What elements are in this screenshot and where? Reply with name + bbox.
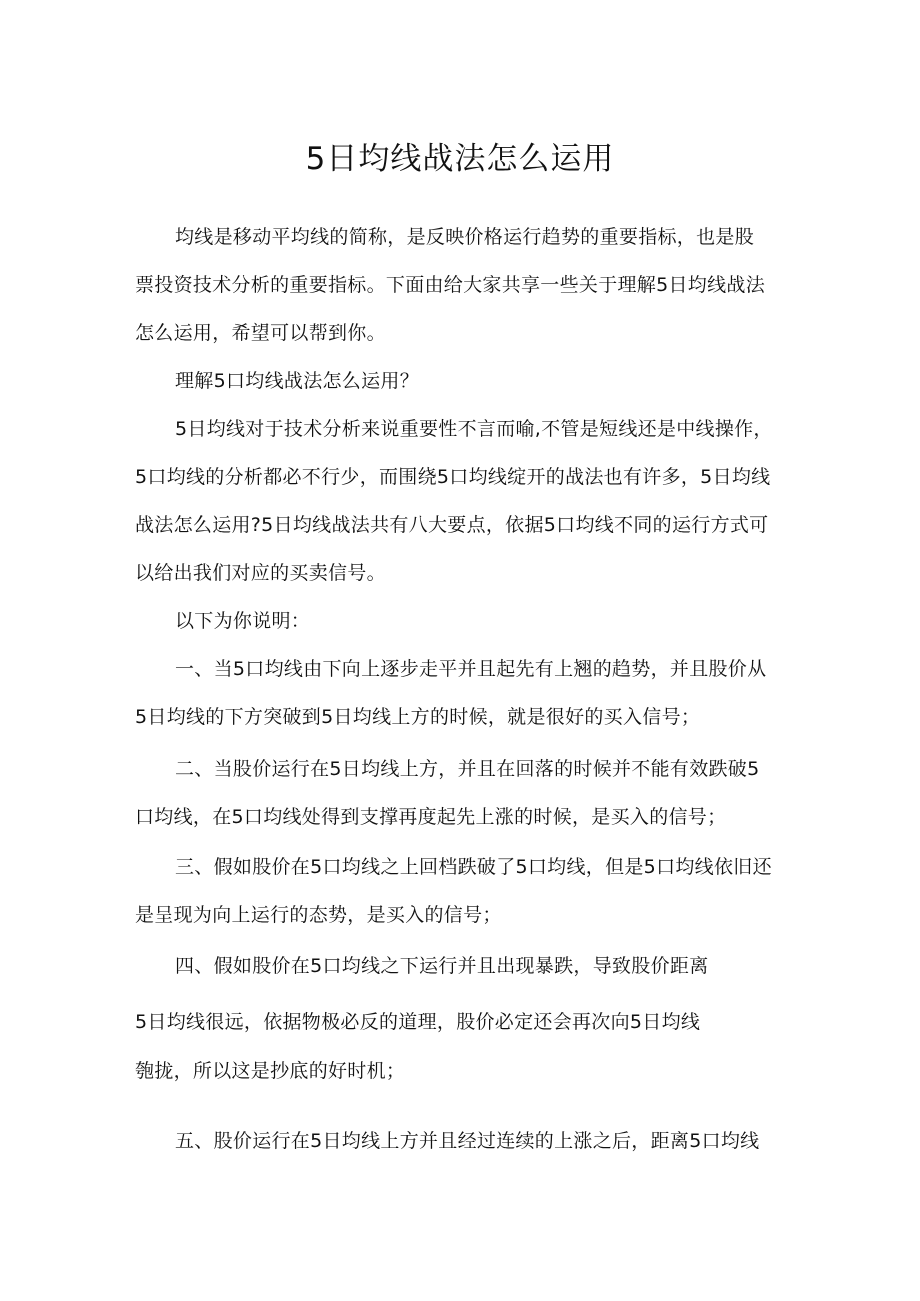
paragraph-line: 战法怎么运用?5日均线战法共有八大要点，依据5口均线不同的运行方式可 [135,514,769,536]
paragraph-point-4 [135,942,790,990]
paragraph-question [135,357,790,405]
paragraph-line: 一、当5口均线由下向上逐步走平并且起先有上翘的趋势，并且股价从 [175,658,767,680]
paragraph-overview [135,405,790,597]
paragraph-explain [135,597,790,645]
paragraph-point-4-cont [135,998,790,1046]
paragraph-line: 5口均线的分析都必不行少，而围绕5口均线绽开的战法也有许多，5日均线 [135,466,771,488]
paragraph-line: 是呈现为向上运行的态势，是买入的信号； [135,904,502,926]
paragraph-line: 均线是移动平均线的简称，是反映价格运行趋势的重要指标，也是股 [175,226,755,248]
paragraph-line: 五、股价运行在5日均线上方并且经过连续的上涨之后，距离5口均线 [175,1130,760,1152]
paragraph-line: 理解5口均线战法怎么运用？ [175,370,419,392]
paragraph-line: 5日均线的下方突破到5日均线上方的时候，就是很好的买入信号； [135,706,701,728]
paragraph-point-2 [135,745,790,841]
paragraph-line: 票投资技术分析的重要指标。下面由给大家共享一些关于理解5日均线战法 [135,274,765,296]
paragraph-line: 以给出我们对应的买卖信号。 [135,562,386,584]
paragraph-point-4-end [135,1047,790,1095]
paragraph-line: 5日均线很远，依据物极必反的道理，股价必定还会再次向5日均线 [135,1011,701,1033]
paragraph-line: 5日均线对于技术分析来说重要性不言而喻,不管是短线还是中线操作， [175,418,773,440]
paragraph-line: 口均线，在5口均线处得到支撑再度起先上涨的时候，是买入的信号； [135,806,727,828]
paragraph-point-1 [135,645,790,741]
document-title: 5日均线战法怎么运用 [305,141,615,177]
paragraph-point-3 [135,843,790,939]
paragraph-line: 二、当股价运行在5日均线上方，并且在回落的时候并不能有效跌破5 [175,758,760,780]
paragraph-line: 四、假如股价在5口均线之下运行并且出现暴跌，导致股价距离 [175,955,709,977]
paragraph-intro [135,213,790,357]
paragraph-point-5 [135,1117,790,1165]
paragraph-line: 以下为你说明： [175,610,311,632]
paragraph-line: 匏拢，所以这是抄底的好时机； [135,1060,406,1082]
paragraph-line: 怎么运用，希望可以帮到你。 [135,322,386,344]
paragraph-line: 三、假如股价在5口均线之上回档跌破了5口均线，但是5口均线依旧还 [175,856,772,878]
